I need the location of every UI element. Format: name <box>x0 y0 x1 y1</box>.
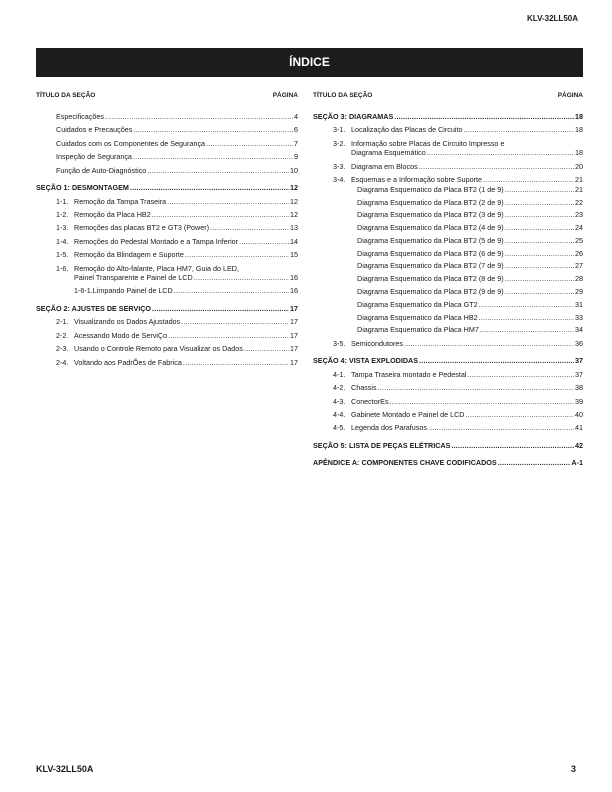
column-header-right <box>313 92 583 104</box>
toc-sub-entry[interactable]: Diagrama Esquematico da Placa BT2 (9 de 9) ..... 29 <box>313 287 583 297</box>
toc-entry[interactable]: 4-4. Gabinete Montado e Painel de LCD ..... 40 <box>313 410 583 420</box>
toc-entry-multiline[interactable]: 1-6. Remoção do Alto-falante, Placa HM7, Guia do LED, Painel Transparente e Painel de LCD ..... 16 <box>36 264 298 283</box>
toc-entry[interactable]: 1-3. Remoções das placas BT2 e GT3 (Power) ..... 13 <box>36 223 298 233</box>
toc-sub-entry[interactable]: Diagrama Esquematico da Placa BT2 (3 de 9) ..... 23 <box>313 210 583 220</box>
toc-right-column <box>313 92 583 468</box>
toc-sub-entry[interactable]: Diagrama Esquematico da Placa BT2 (6 de 9) ..... 26 <box>313 249 583 259</box>
toc-entry[interactable]: 2-4. Voltando aos PadrÕes de Fabrica ..... 17 <box>36 358 298 368</box>
toc-sub-entry[interactable]: Diagrama Esquematico da Placa GT2 ..... 31 <box>313 300 583 310</box>
toc-entry[interactable]: 4-2. Chassis ..... 38 <box>313 383 583 393</box>
toc-section-5[interactable]: SEÇÃO 5: LISTA DE PEÇAS ELÉTRICAS ..... 42 <box>313 441 583 451</box>
toc-entry[interactable]: Função de Auto-Diagnóstico ..... 10 <box>36 166 298 176</box>
toc-entry[interactable]: 1-6-1. Limpando Painel de LCD ..... 16 <box>36 286 298 296</box>
toc-entry-multiline[interactable]: 3-2. Informação sobre Placas de Circuito Impresso e Diagrama Esquemático ..... 18 <box>313 139 583 158</box>
toc-sub-entry[interactable]: Diagrama Esquematico da Placa BT2 (2 de 9) ..... 22 <box>313 198 583 208</box>
section-title-header: TÍTULO DA SEÇÃO <box>313 92 373 99</box>
toc-entry[interactable]: Especificações ..... 4 <box>36 112 298 122</box>
toc-sub-entry[interactable]: Diagrama Esquematico da Placa HB2 ..... 33 <box>313 313 583 323</box>
column-header-left <box>36 92 298 104</box>
toc-sub-entry[interactable]: Diagrama Esquematico da Placa BT2 (8 de 9) ..... 28 <box>313 274 583 284</box>
footer-model: KLV-32LL50A <box>36 764 94 774</box>
toc-sub-entry[interactable]: Diagrama Esquematico da Placa BT2 (7 de 9) ..... 27 <box>313 261 583 271</box>
toc-section-3[interactable]: SEÇÃO 3: DIAGRAMAS ..... 18 <box>313 112 583 122</box>
toc-entry[interactable]: Cuidados e Precauções ..... 6 <box>36 125 298 135</box>
toc-left-column <box>36 92 298 367</box>
section-title-header: TÍTULO DA SEÇÃO <box>36 92 96 99</box>
toc-entry[interactable]: 4-3. ConectorEs ..... 39 <box>313 397 583 407</box>
toc-entry[interactable]: 1-5. Remoção da Blindagem e Suporte ..... 15 <box>36 250 298 260</box>
toc-entry[interactable]: 2-2. Acessando Modo de ServiÇo ..... 17 <box>36 331 298 341</box>
toc-section-1[interactable]: SEÇÃO 1: DESMONTAGEM ..... 12 <box>36 183 298 193</box>
toc-sub-entry[interactable]: Diagrama Esquematico da Placa BT2 (4 de 9) ..... 24 <box>313 223 583 233</box>
toc-entry[interactable]: 1-2. Remoção da Placa HB2 ..... 12 <box>36 210 298 220</box>
page-number: 3 <box>570 764 576 774</box>
toc-entry[interactable]: 3-3. Diagrama em Blocos ..... 20 <box>313 162 583 172</box>
toc-sub-entry[interactable]: Diagrama Esquematico da Placa BT2 (5 de 9) ..... 25 <box>313 236 583 246</box>
toc-section-2[interactable]: SEÇÃO 2: AJUSTES DE SERVIÇO ..... 17 <box>36 304 298 314</box>
toc-sub-entry[interactable]: Diagrama Esquematico da Placa BT2 (1 de 9) ..... 21 <box>313 185 583 195</box>
toc-entry[interactable]: 3-4. Esquemas e a Informação sobre Suporte ..... 21 <box>313 175 583 185</box>
index-banner: ÍNDICE <box>36 48 583 77</box>
toc-entry[interactable]: 4-5. Legenda dos Parafusos ..... 41 <box>313 423 583 433</box>
toc-section-4[interactable]: SEÇÃO 4: VISTA EXPLODIDAS ..... 37 <box>313 356 583 366</box>
toc-entry[interactable]: 2-3. Usando o Controle Remoto para Visualizar os Dados ..... 17 <box>36 344 298 354</box>
toc-entry[interactable]: 3-5. Semicondutores ..... 36 <box>313 339 583 349</box>
toc-entry[interactable]: 3-1. Localização das Placas de Circuito ..... 18 <box>313 125 583 135</box>
toc-sub-entry[interactable]: Diagrama Esquematico da Placa HM7 ..... 34 <box>313 325 583 335</box>
header-model: KLV-32LL50A <box>527 14 578 23</box>
toc-entry[interactable]: Cuidados com os Componentes de Segurança ..... 7 <box>36 139 298 149</box>
toc-entry[interactable]: 2-1. Visualizando os Dados Ajustados ..... 17 <box>36 317 298 327</box>
toc-entry[interactable]: 1-1. Remoção da Tampa Traseira ..... 12 <box>36 197 298 207</box>
page-header: PÁGINA <box>272 92 298 99</box>
toc-entry[interactable]: 1-4. Remoções do Pedestal Montado e a Tampa Inferior ..... 14 <box>36 237 298 247</box>
page-header: PÁGINA <box>557 92 583 99</box>
toc-entry[interactable]: 4-1. Tampa Traseira montado e Pedestal ..... 37 <box>313 370 583 380</box>
toc-entry[interactable]: Inspeção de Segurança ..... 9 <box>36 152 298 162</box>
toc-appendix-a[interactable]: APÊNDICE A: COMPONENTES CHAVE CODIFICADOS ..... A-1 <box>313 458 583 468</box>
